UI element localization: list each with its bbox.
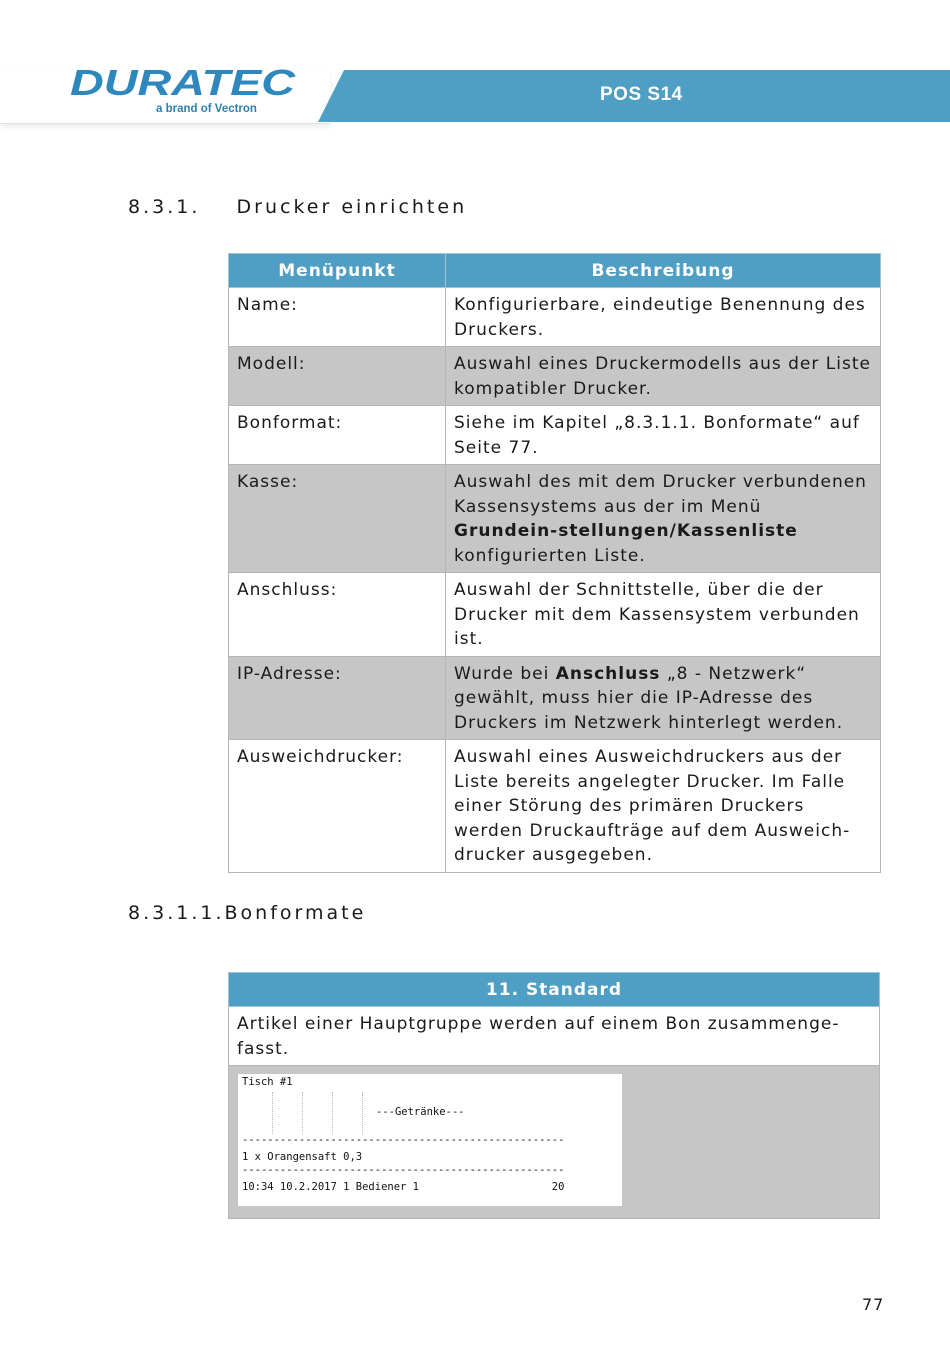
section-heading-bonformate: 8.3.1.1.Bonformate [128,902,367,924]
table-header-row [229,973,880,1007]
guide-line [302,1092,303,1134]
row-item: IP-Adresse: [229,656,446,740]
guide-line [332,1092,333,1134]
row-item: Ausweichdrucker: [229,740,446,873]
receipt-separator: --------------------------------------------------- [242,1134,565,1146]
row-item: Bonformat: [229,406,446,465]
row-description: Konfigurierbare, eindeutige Benennung des Druckers. [446,288,881,347]
table-row [229,1066,880,1219]
receipt-cell [229,1066,880,1219]
table-row [229,1007,880,1066]
receipt-group-line: ---Getränke--- [376,1106,465,1118]
table-row [229,406,881,465]
table-row [229,465,881,573]
row-item: Name: [229,288,446,347]
receipt-separator: --------------------------------------------------- [242,1164,565,1176]
row-item: Kasse: [229,465,446,573]
receipt-table-line: Tisch #1 [242,1076,293,1088]
table-header-row [229,254,881,288]
desc-part: „8 - Netzwerk“ gewählt, muss hier die IP-Adresse des Druckers im Netzwerk hinterlegt werden. [454,663,844,733]
table-row [229,740,881,873]
receipt-item-line: 1 x Orangensaft 0,3 [242,1151,363,1163]
printer-settings-table [228,253,881,873]
setting-name: Anschluss [555,663,661,684]
menu-path: Grundein-stellungen/Kassenliste [454,521,798,541]
section-heading-drucker: 8.3.1. Drucker einrichten [128,196,468,218]
row-description [446,656,881,740]
desc-part: konfigurierten Liste. [454,545,646,566]
row-description [446,465,881,573]
row-description: Auswahl der Schnittstelle, über die der Drucker mit dem Kassensystem verbunden ist. [446,573,881,657]
desc-part: Wurde bei [454,663,556,684]
brand-text: DURATEC [70,66,297,102]
column-header-menu: Menüpunkt [229,254,446,288]
desc-part: Auswahl des mit dem Drucker verbundenen Kassensystems aus der im Menü [454,472,867,517]
guide-line [272,1092,273,1134]
row-item: Anschluss: [229,573,446,657]
product-title: POS S14 [600,84,683,105]
brand-subline: a brand of Vectron [156,103,257,115]
receipt-footer-line: 10:34 10.2.2017 1 Bediener 1 20 [242,1181,565,1193]
format-title: 11. Standard [229,973,880,1007]
table-row [229,573,881,657]
table-row [229,288,881,347]
row-description: Siehe im Kapitel „8.3.1.1. Bonformate“ auf Seite 77. [446,406,881,465]
row-description: Auswahl eines Druckermodells aus der Liste kompatibler Drucker. [446,347,881,406]
row-item: Modell: [229,347,446,406]
duratec-logo [70,66,300,102]
page-number: 77 [862,1295,885,1314]
row-description: Auswahl eines Ausweichdruckers aus der Liste bereits angelegter Drucker. Im Falle einer Störung des primären Druckers werden Druckaufträge auf dem Ausweich-drucker ausgegeben. [446,740,881,873]
format-description: Artikel einer Hauptgruppe werden auf einem Bon zusammenge-fasst. [229,1007,880,1066]
bonformat-table [228,972,880,1219]
table-row [229,347,881,406]
table-row [229,656,881,740]
guide-line [362,1092,363,1134]
receipt-preview [238,1074,622,1206]
column-header-description: Beschreibung [446,254,881,288]
